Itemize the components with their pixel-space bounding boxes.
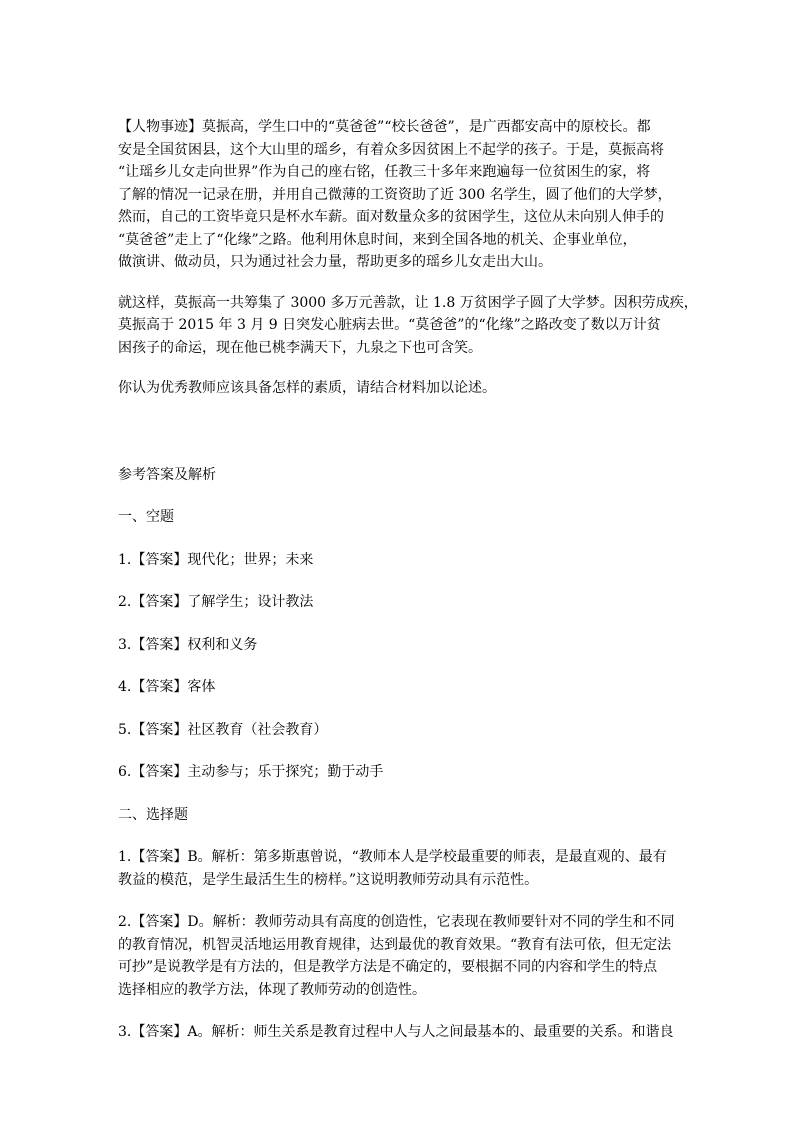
text-line: 然而，自己的工资毕竟只是杯水车薪。面对数量众多的贫困学生，这位从未向别人伸手的 [118,209,664,225]
text-line: 了解的情况一记录在册，并用自己微薄的工资资助了近 300 名学生，圆了他们的大学梦， [118,186,672,203]
text-line: 困孩子的命运，现在他已桃李满天下，九泉之下也可含笑。 [118,339,482,356]
text-line: 莫振高于 2015 年 3 月 9 日突发心脏病去世。“莫爸爸”的“化缘”之路改变了数以万计贫 [118,317,661,333]
fill-answer-6: 6.【答案】主动参与；乐于探究；勤于动手 [118,764,384,780]
text-line: “莫爸爸”走上了“化缘”之路。他利用休息时间，来到全国各地的机关、企事业单位， [118,231,637,248]
answers-heading: 参考答案及解析 [118,466,216,483]
text-line: 可抄”是说教学是有方法的，但是教学方法是不确定的，要根据不同的内容和学生的特点 [118,959,658,975]
text-line: 的教育情况，机智灵活地运用教育规律，达到最优的教育效果。“教育有法可依，但无定法 [118,936,672,953]
fill-answer-5: 5.【答案】社区教育（社会教育） [118,721,328,738]
text-line: 安是全国贫困县，这个大山里的瑶乡，有着众多因贫困上不起学的孩子。于是，莫振高将 [118,141,664,158]
text-line: “让瑶乡儿女走向世界”作为自己的座右铭，任教三十多年来跑遍每一位贫困生的家，将 [118,164,651,180]
text-line: 3.【答案】A。解析：师生关系是教育过程中人与人之间最基本的、最重要的关系。和谐良 [118,1024,674,1040]
material-paragraph-2 [118,292,698,360]
text-line: 选择相应的教学方法，体现了教师劳动的创造性。 [118,981,426,998]
text-line: 教益的模范，是学生最活生生的榜样。”这说明教师劳动具有示范性。 [118,871,539,888]
text-line: 1.【答案】B。解析：第多斯惠曾说，“教师本人是学校最重要的师表，是最直观的、最有 [118,849,667,865]
fill-answer-4: 4.【答案】客体 [118,679,216,695]
choice-answer-3 [118,1021,678,1044]
material-paragraph-1 [118,116,678,274]
text-line: 就这样，莫振高一共筹集了 3000 多万元善款，让 1.8 万贫困学子圆了大学梦。因积劳成疾， [118,294,698,311]
section-title-fill: 一、空题 [118,509,174,525]
document-body [118,116,698,1044]
section-title-choice: 二、选择题 [118,806,188,823]
text-line: 做演讲、做动员，只为通过社会力量，帮助更多的瑶乡儿女走出大山。 [118,254,552,270]
text-line: 2.【答案】D。解析：教师劳动具有高度的创造性，它表现在教师要针对不同的学生和不同 [118,914,675,930]
fill-answer-2: 2.【答案】了解学生；设计教法 [118,594,314,610]
fill-answer-1: 1.【答案】现代化；世界；未来 [118,551,314,568]
question-prompt: 你认为优秀教师应该具备怎样的素质，请结合材料加以论述。 [118,380,496,396]
text-line: 【人物事迹】莫振高，学生口中的“莫爸爸”“校长爸爸”，是广西都安高中的原校长。都 [118,119,651,135]
choice-answer-1 [118,846,678,891]
fill-answer-3: 3.【答案】权利和义务 [118,636,258,653]
choice-answer-2 [118,911,678,1001]
